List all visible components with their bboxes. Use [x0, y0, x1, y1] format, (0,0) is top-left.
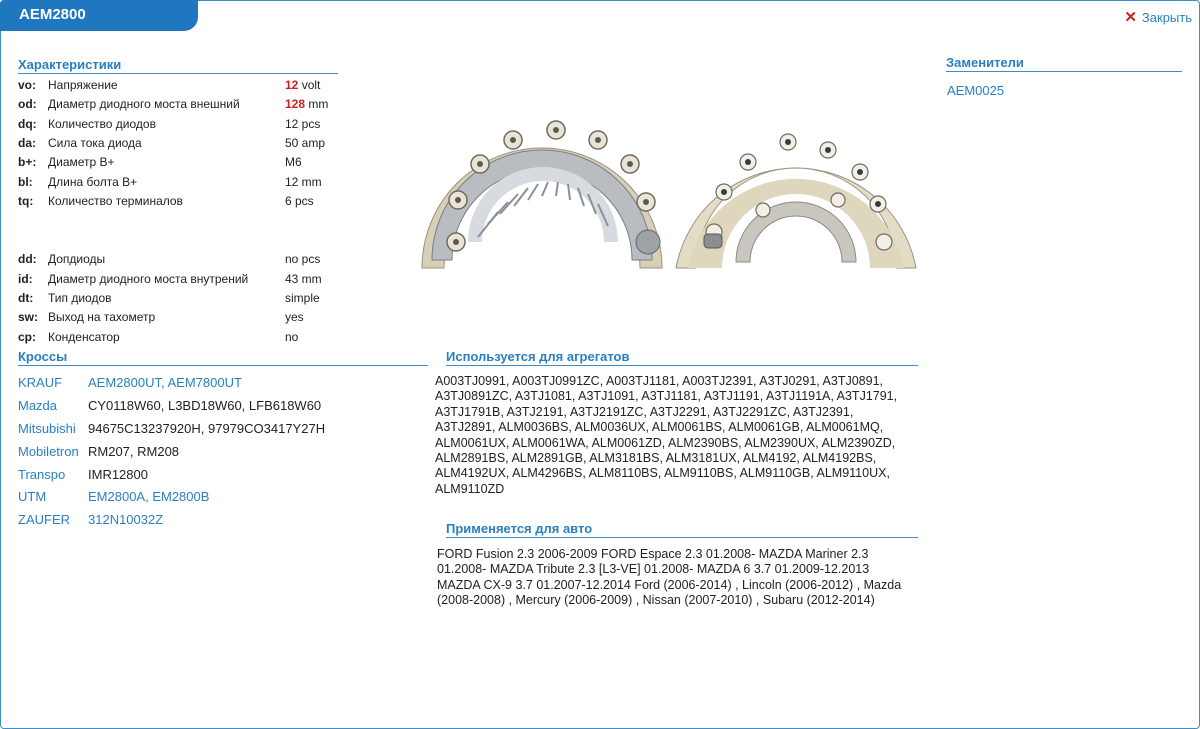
- spec-row-da: [18, 136, 348, 155]
- product-title: AEM2800: [0, 0, 198, 31]
- spec-value: simple: [285, 291, 320, 305]
- cross-codes: RM207, RM208: [88, 444, 180, 459]
- cross-brand-link[interactable]: Transpo: [18, 467, 66, 482]
- spec-value: 12 mm: [285, 175, 322, 189]
- spec-value: no pcs: [285, 252, 321, 266]
- spec-code: da:: [18, 136, 36, 150]
- cross-row-utm: [18, 489, 209, 511]
- cross-brand-link[interactable]: Mitsubishi: [18, 421, 76, 436]
- spec-row-sw: [18, 310, 348, 329]
- spec-code: id:: [18, 272, 33, 286]
- spec-code: cp:: [18, 330, 36, 344]
- spec-label: Диаметр B+: [48, 155, 115, 169]
- cross-brand-link[interactable]: Mazda: [18, 398, 58, 413]
- specs-heading: Характеристики: [18, 57, 338, 74]
- product-image: [418, 92, 918, 288]
- cross-row-mitsubishi: [18, 421, 325, 443]
- spec-label: Количество терминалов: [48, 194, 183, 208]
- spec-value-unit: mm: [308, 97, 329, 111]
- spec-code: vo:: [18, 78, 36, 92]
- spec-label: Тип диодов: [48, 291, 112, 305]
- crosses-heading: Кроссы: [18, 349, 428, 366]
- spec-row-tq: [18, 194, 348, 213]
- cross-codes-link[interactable]: 312N10032Z: [88, 512, 164, 527]
- spec-code: b+:: [18, 155, 37, 169]
- spec-code: tq:: [18, 194, 34, 208]
- spec-label: Длина болта B+: [48, 175, 138, 189]
- spec-row-id: [18, 272, 348, 291]
- cross-codes: 94675C13237920H, 97979CO3417Y27H: [88, 421, 326, 436]
- cross-brand-link[interactable]: Mobiletron: [18, 444, 79, 459]
- spec-code: bl:: [18, 175, 33, 189]
- spec-row-od: [18, 97, 348, 116]
- spec-value: no: [285, 330, 299, 344]
- spec-row-dd: [18, 252, 348, 271]
- spec-value-unit: volt: [301, 78, 321, 92]
- spec-value: [285, 97, 328, 111]
- cross-brand-link[interactable]: KRAUF: [18, 375, 63, 390]
- cross-row-krauf: [18, 375, 242, 397]
- spec-label: Напряжение: [48, 78, 118, 92]
- cross-codes-link[interactable]: AEM2800UT, AEM7800UT: [88, 375, 242, 390]
- close-button[interactable]: [1124, 10, 1192, 25]
- cross-row-zaufer: [18, 512, 163, 534]
- spec-value-number: 12: [285, 78, 299, 92]
- cross-row-transpo: [18, 467, 148, 489]
- cross-brand-link[interactable]: UTM: [18, 489, 47, 504]
- spec-code: od:: [18, 97, 37, 111]
- cross-row-mazda: [18, 398, 321, 420]
- spec-code: dd:: [18, 252, 37, 266]
- spec-row-bl: [18, 175, 348, 194]
- spec-label: Диаметр диодного моста внешний: [48, 97, 240, 111]
- spec-code: dt:: [18, 291, 34, 305]
- spec-label: Допдиоды: [48, 252, 106, 266]
- spec-label: Конденсатор: [48, 330, 120, 344]
- spec-row-vo: [18, 78, 348, 97]
- spec-value: 12 pcs: [285, 117, 321, 131]
- spec-code: sw:: [18, 310, 39, 324]
- replacements-heading: Заменители: [946, 55, 1182, 72]
- spec-label: Выход на тахометр: [48, 310, 156, 324]
- spec-code: dq:: [18, 117, 37, 131]
- spec-row-cp: [18, 330, 348, 349]
- spec-value: M6: [285, 155, 302, 169]
- spec-row-dt: [18, 291, 348, 310]
- cross-codes: IMR12800: [88, 467, 148, 482]
- applied-to-text: FORD Fusion 2.3 2006-2009 FORD Espace 2.3 01.2008- MAZDA Mariner 2.3 01.2008- MAZDA Tribute 2.3 [L3-VE] 01.2008- MAZDA 6 3.7 01.2009-12.2013 MAZDA CX-9 3.7 01.2007-12.2014 Ford (2006-2014) , Lincoln (2006-2012) , Mazda (2008-2008) , Mercury (2006-2009) , Nissan (2007-2010) , Subaru (2012-2014): [437, 547, 902, 608]
- close-icon[interactable]: ✕: [1124, 9, 1137, 26]
- spec-label: Количество диодов: [48, 117, 156, 131]
- spec-value: [285, 78, 320, 92]
- applied-to-heading: Применяется для авто: [446, 521, 918, 538]
- spec-row-bplus: [18, 155, 348, 174]
- spec-value-number: 128: [285, 97, 306, 111]
- rectifier-front-image: [422, 121, 662, 268]
- used-for-heading: Используется для агрегатов: [446, 349, 918, 366]
- spec-value: 43 mm: [285, 272, 322, 286]
- close-label[interactable]: Закрыть: [1141, 10, 1192, 25]
- spec-row-dq: [18, 117, 348, 136]
- spec-label: Сила тока диода: [48, 136, 142, 150]
- spec-label: Диаметр диодного моста внутрений: [48, 272, 249, 286]
- cross-codes: CY0118W60, L3BD18W60, LFB618W60: [88, 398, 322, 413]
- cross-brand-link[interactable]: ZAUFER: [18, 512, 70, 527]
- spec-value: 50 amp: [285, 136, 326, 150]
- cross-codes-link[interactable]: EM2800A, EM2800B: [88, 489, 210, 504]
- used-for-text: A003TJ0991, A003TJ0991ZC, A003TJ1181, A003TJ2391, A3TJ0291, A3TJ0891, A3TJ0891ZC, A3TJ1081, A3TJ1091, A3TJ1181, A3TJ1191, A3TJ1191A, A3TJ1791, A3TJ1791B, A3TJ2191, A3TJ2191ZC, A3TJ2291, A3TJ2291ZC, A3TJ2391, A3TJ2891, ALM0036BS, ALM0036UX, ALM0061BS, ALM0061GB, ALM0061MQ, ALM0061UX, ALM0061WA, ALM0061ZD, ALM2390BS, ALM2390UX, ALM2390ZD, ALM2891BS, ALM2891GB, ALM3181BS, ALM3181UX, ALM4192, ALM4192BS, ALM4192UX, ALM4296BS, ALM8110BS, ALM9110BS, ALM9110GB, ALM9110UX, ALM9110ZD: [435, 374, 898, 496]
- replacement-link[interactable]: AEM0025: [947, 83, 1005, 98]
- rectifier-back-image: [676, 134, 916, 268]
- spec-value: 6 pcs: [285, 194, 314, 208]
- cross-row-mobiletron: [18, 444, 179, 466]
- spec-value: yes: [285, 310, 304, 324]
